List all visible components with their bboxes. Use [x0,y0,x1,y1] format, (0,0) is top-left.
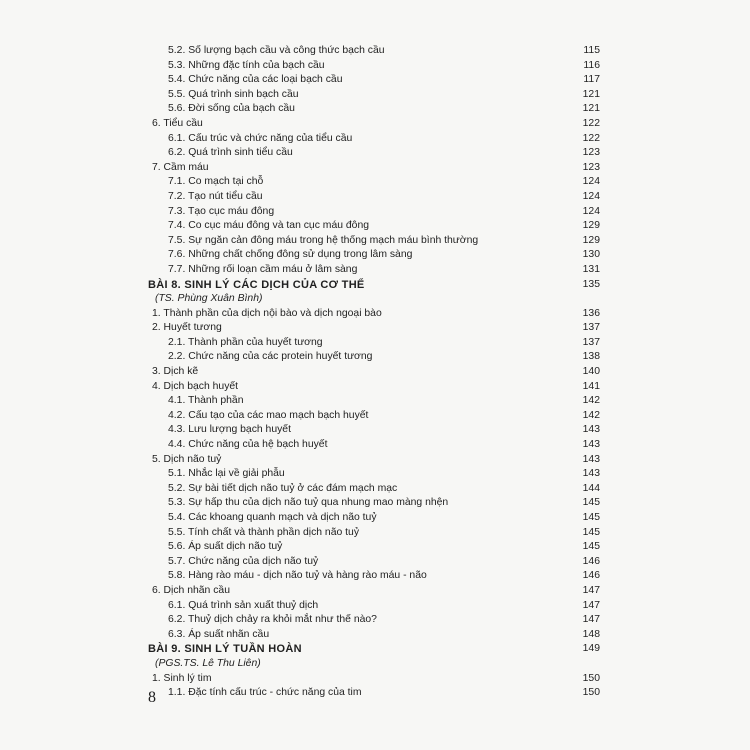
toc-page-number: 123 [582,161,600,173]
toc-page-number: 116 [583,59,600,71]
subsection-entry [148,73,600,88]
chapter-heading [148,642,600,657]
subsection-entry [148,146,600,161]
toc-page-number: 131 [582,263,600,275]
toc-entry-title: 5.5. Tính chất và thành phần dịch não tuỷ [168,526,360,538]
toc-page-number: 143 [582,439,600,451]
toc-page-number: 143 [582,453,600,465]
toc-entry-title: 5.8. Hàng rào máu - dịch não tuỷ và hàng rào máu - não [168,570,427,582]
toc-page-number: 137 [582,322,600,334]
section-entry [148,584,600,599]
toc-entry-title: 5.5. Quá trình sinh bạch cầu [168,88,299,100]
toc-entry-title: 7.6. Những chất chống đông sử dụng trong lâm sàng [168,249,413,261]
section-entry [148,161,600,176]
toc-page-number: 145 [582,541,600,553]
toc-page-number: 122 [582,117,600,129]
toc-entry-title: 5.2. Sự bài tiết dịch não tuỷ ở các đám mạch mạc [168,482,398,494]
toc-page-number: 129 [582,220,600,232]
subsection-entry [148,205,600,220]
toc-entry-title: 5.4. Chức năng của các loại bạch cầu [168,74,343,86]
subsection-entry [148,496,600,511]
subsection-entry [148,44,600,59]
toc-page-number: 117 [583,74,600,86]
toc-entry-title: 4.3. Lưu lượng bạch huyết [168,424,291,436]
toc-entry-title: 4.4. Chức năng của hệ bạch huyết [168,439,328,451]
toc-page-number: 142 [582,395,600,407]
toc-page-number: 136 [582,307,600,319]
subsection-entry [148,59,600,74]
toc-entry-title: 7.3. Tạo cục máu đông [168,205,275,217]
toc-page-number: 138 [582,351,600,363]
toc-page-number: 147 [582,599,600,611]
toc-page-number: 146 [582,555,600,567]
toc-entry-title: 5.6. Đời sống của bạch cầu [168,103,295,115]
subsection-entry [148,219,600,234]
toc-entry-title: 5.4. Các khoang quanh mạch và dịch não tuỷ [168,512,377,523]
toc-entry-title: 7.4. Co cục máu đông và tan cục máu đông [168,220,370,232]
chapter-author [148,657,600,672]
toc-page-number: 148 [582,628,600,640]
section-entry [148,321,600,336]
toc-entry-title: 4.2. Cấu tạo của các mao mạch bạch huyết [168,409,369,421]
toc-page-number: 123 [582,147,600,159]
toc-page-number: 144 [582,482,600,494]
page-number: 8 [148,689,156,706]
toc-entry-title: (PGS.TS. Lê Thu Liên) [155,657,261,669]
toc-page-number: 141 [582,380,600,392]
toc-page-number: 145 [582,526,600,538]
toc-page-number: 135 [582,278,600,290]
subsection-entry [148,628,600,643]
toc-page-number: 124 [582,176,600,188]
toc-page-number: 142 [582,409,600,421]
subsection-entry [148,409,600,424]
subsection-entry [148,511,600,526]
toc-entry-title: 1. Thành phần của dịch nội bào và dịch ngoại bào [152,307,382,319]
toc-entry-title: 7.2. Tạo nút tiểu cầu [168,190,263,202]
toc-entry-title: 4. Dịch bạch huyết [152,380,239,392]
toc-entry-title: 6.1. Quá trình sản xuất thuỷ dịch [168,599,319,611]
toc-page-number: 145 [582,497,600,509]
toc-entry-title: BÀI 9. SINH LÝ TUẦN HOÀN [148,643,302,656]
toc-page-number: 149 [582,643,600,655]
subsection-entry [148,555,600,570]
toc-page-number: 145 [582,512,600,523]
toc-entry-title: 5.3. Những đặc tính của bạch cầu [168,59,325,71]
toc-page-number: 143 [582,424,600,436]
toc-entry-title: 5.1. Nhắc lại về giải phẫu [168,468,285,480]
subsection-entry [148,569,600,584]
table-of-contents [148,44,600,701]
subsection-entry [148,336,600,351]
toc-page-number: 124 [582,205,600,217]
toc-entry-title: 5.3. Sự hấp thu của dịch não tuỷ qua nhung mao màng nhện [168,497,449,509]
toc-entry-title: 3. Dịch kẽ [152,366,199,378]
toc-entry-title: 7.5. Sự ngăn cản đông máu trong hệ thống mạch máu bình thường [168,234,479,246]
toc-entry-title: 5.6. Áp suất dịch não tuỷ [168,541,283,553]
toc-entry-title: (TS. Phùng Xuân Bình) [155,293,263,305]
toc-entry-title: 1. Sinh lý tim [152,672,212,684]
subsection-entry [148,526,600,541]
subsection-entry [148,263,600,278]
toc-page-number: 130 [582,249,600,261]
subsection-entry [148,190,600,205]
toc-page-number: 121 [582,88,600,100]
chapter-author [148,292,600,307]
toc-entry-title: 1.1. Đặc tính cấu trúc - chức năng của tim [168,687,362,699]
toc-entry-title: 5. Dịch não tuỷ [152,453,222,465]
toc-page-number: 137 [582,336,600,348]
toc-entry-title: BÀI 8. SINH LÝ CÁC DỊCH CỦA CƠ THỂ [148,278,365,291]
toc-page-number: 147 [582,614,600,626]
subsection-entry [148,613,600,628]
toc-entry-title: 6.2. Quá trình sinh tiểu cầu [168,147,293,159]
toc-entry-title: 6. Dịch nhãn cầu [152,584,230,596]
toc-entry-title: 6.1. Cấu trúc và chức năng của tiểu cầu [168,132,353,144]
toc-page-number: 124 [582,190,600,202]
subsection-entry [148,540,600,555]
section-entry [148,380,600,395]
subsection-entry [148,88,600,103]
toc-entry-title: 2.1. Thành phần của huyết tương [168,336,323,348]
toc-page-number: 150 [582,687,600,699]
subsection-entry [148,482,600,497]
section-entry [148,453,600,468]
section-entry [148,307,600,322]
subsection-entry [148,234,600,249]
toc-page-number: 121 [582,103,600,115]
subsection-entry [148,394,600,409]
toc-entry-title: 7. Cầm máu [152,161,209,173]
subsection-entry [148,467,600,482]
toc-entry-title: 7.7. Những rối loạn cầm máu ở lâm sàng [168,263,358,275]
toc-page-number: 122 [582,132,600,144]
chapter-heading [148,278,600,293]
toc-entry-title: 2. Huyết tương [152,322,222,334]
subsection-entry [148,132,600,147]
toc-entry-title: 4.1. Thành phần [168,395,244,407]
section-entry [148,672,600,687]
toc-page-number: 129 [582,234,600,246]
section-entry [148,365,600,380]
subsection-entry [148,423,600,438]
subsection-entry [148,686,600,701]
toc-entry-title: 2.2. Chức năng của các protein huyết tương [168,351,373,363]
subsection-entry [148,102,600,117]
toc-entry-title: 5.2. Số lượng bạch cầu và công thức bạch cầu [168,45,385,56]
toc-page-number: 147 [582,584,600,596]
subsection-entry [148,175,600,190]
section-entry [148,117,600,132]
toc-page-number: 140 [582,366,600,378]
subsection-entry [148,599,600,614]
toc-entry-title: 6.2. Thuỷ dịch chảy ra khỏi mắt như thế nào? [168,614,377,626]
toc-entry-title: 6.3. Áp suất nhãn cầu [168,628,270,640]
toc-entry-title: 7.1. Co mạch tại chỗ [168,176,264,188]
subsection-entry [148,438,600,453]
toc-entry-title: 5.7. Chức năng của dịch não tuỷ [168,555,319,567]
toc-page-number: 150 [582,672,600,684]
toc-entry-title: 6. Tiểu cầu [152,117,203,129]
toc-page-number: 115 [583,45,600,56]
toc-page-number: 146 [582,570,600,582]
subsection-entry [148,248,600,263]
toc-page-number: 143 [582,468,600,480]
subsection-entry [148,350,600,365]
